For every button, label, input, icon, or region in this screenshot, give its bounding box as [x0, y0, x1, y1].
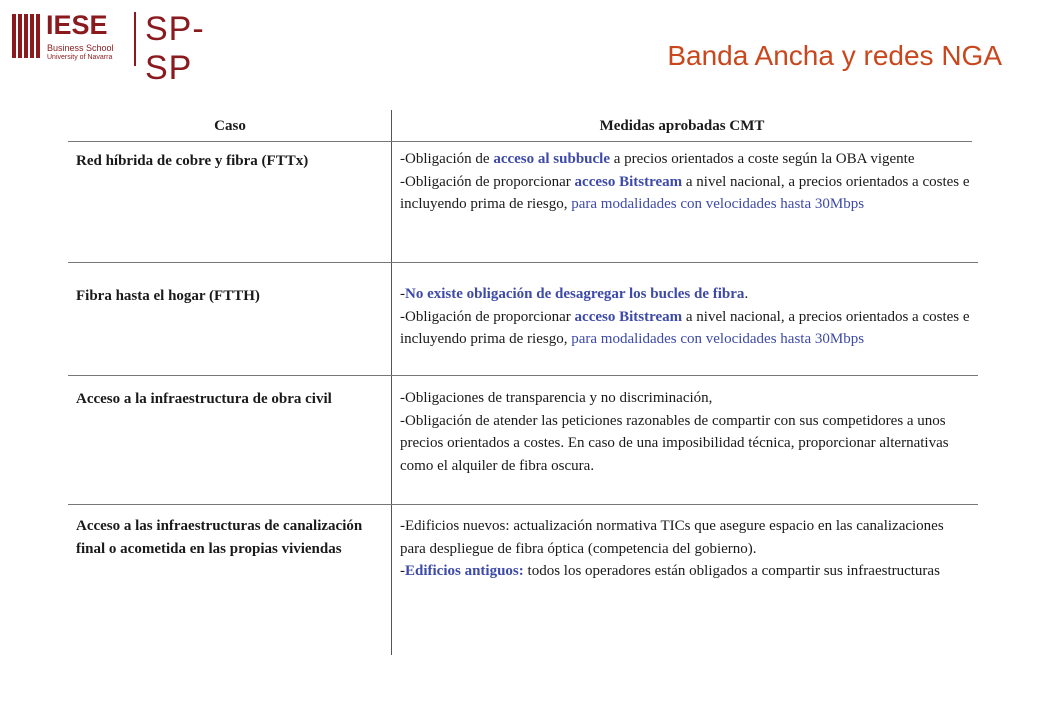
logo-program: SP-SP	[145, 10, 205, 87]
row-case: Acceso a la infraestructura de obra civil	[76, 391, 332, 407]
measure-line	[400, 171, 970, 216]
measure-line	[400, 306, 970, 351]
measure-text: -Obligación de	[400, 151, 494, 167]
measure-line	[400, 148, 970, 171]
row-case: Red híbrida de cobre y fibra (FTTx)	[76, 153, 309, 169]
measure-text: a nivel nacional, a precios orientados a costes e incluyendo prima de riesgo,	[400, 173, 970, 213]
measure-line	[400, 387, 970, 410]
measure-line	[400, 560, 970, 583]
measure-text: todos los operadores están obligados a compartir sus infraestructuras	[523, 563, 940, 580]
highlighted-text: Edificios antiguos:	[405, 563, 524, 580]
row-rule	[68, 504, 978, 505]
logo-school: Business School	[47, 43, 114, 53]
row-case: Fibra hasta el hogar (FTTH)	[76, 288, 260, 304]
logo-divider	[134, 12, 136, 66]
measure-text: -Obligación de atender las peticiones razonables de compartir con sus competidores a unos precios orientados a costes. En caso de una imposibilidad técnica, proporcionar alternativas como el alquiler de fibra oscura.	[400, 412, 949, 474]
header-rule	[68, 141, 972, 142]
measure-text: -Obligaciones de transparencia y no discriminación,	[400, 390, 713, 406]
measure-text: -Obligación de proporcionar	[400, 308, 575, 325]
row-rule	[68, 262, 978, 263]
measure-line	[400, 283, 970, 306]
measure-text: a precios orientados a coste según la OBA vigente	[609, 151, 915, 167]
column-divider	[391, 110, 392, 655]
row-measures	[400, 515, 970, 583]
iese-logo-mark-icon	[12, 14, 42, 58]
row-case: Acceso a las infraestructuras de canalización final o acometida en las propias viviendas	[76, 518, 363, 557]
highlighted-text: acceso Bitstream	[574, 308, 683, 325]
header-case: Caso	[214, 118, 246, 134]
logo-university: University of Navarra	[47, 54, 113, 61]
measure-text: -	[400, 563, 405, 580]
row-measures	[400, 283, 970, 351]
logo-brand: IESE	[46, 10, 108, 40]
slide-title: Banda Ancha y redes NGA	[667, 40, 1002, 71]
measure-line	[400, 410, 970, 478]
measure-text: -Edificios nuevos: actualización normativa TICs que asegure espacio en las canalizaciones para despliegue de fibra óptica (competencia del gobierno).	[400, 518, 944, 557]
highlighted-text: acceso al subbucle	[493, 151, 610, 167]
measure-text: a nivel nacional, a precios orientados a costes e incluyendo prima de riesgo,	[400, 308, 970, 348]
highlighted-text: para modalidades con velocidades hasta 30Mbps	[571, 331, 865, 348]
header-measures: Medidas aprobadas CMT	[599, 118, 765, 134]
iese-logo	[12, 8, 252, 87]
measure-text: .	[744, 286, 749, 302]
row-measures	[400, 148, 970, 216]
measure-line	[400, 515, 970, 560]
highlighted-text: acceso Bitstream	[574, 173, 683, 190]
highlighted-text: para modalidades con velocidades hasta 30Mbps	[571, 196, 865, 213]
row-measures	[400, 387, 970, 477]
row-rule	[68, 375, 978, 376]
highlighted-text: No existe obligación de desagregar los bucles de fibra	[405, 286, 745, 302]
measure-text: -Obligación de proporcionar	[400, 173, 575, 190]
measure-text: -	[400, 286, 405, 302]
